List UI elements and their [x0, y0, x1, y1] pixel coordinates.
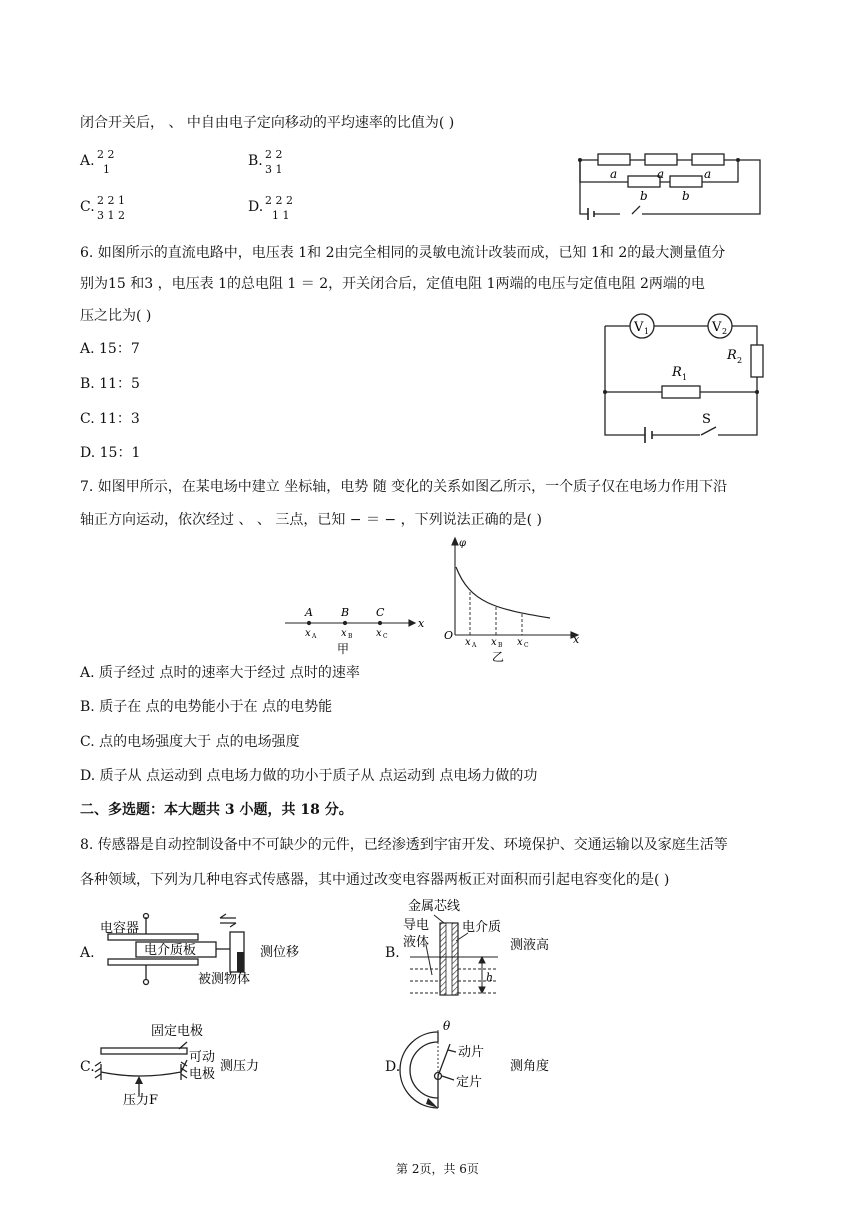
q7-option-a: A. 质子经过 点时的速率大于经过 点时的速率: [80, 665, 360, 681]
q6-circuit-figure: [600, 313, 770, 438]
q6-stem-line2: 别为15 和3 ，电压表 1的总电阻 1 ＝ 2，开关闭合后，定值电阻 1两端的电压与定值电阻 2两端的电: [80, 276, 705, 292]
q7-fig2-xb: x: [491, 637, 497, 648]
q7-fig1-label-c: C: [376, 606, 385, 619]
q8-d-fixed-plate-label: 定片: [456, 1075, 483, 1090]
q5-option-b-denominator: 3 1: [265, 163, 283, 176]
q5-option-d-denominator: 1 1: [272, 209, 290, 222]
q8-a-dielectric-label: 电介质板: [144, 943, 197, 958]
q6-option-b: B. 11：5: [80, 376, 140, 392]
q5-option-b-numerator: 2 2: [265, 148, 283, 161]
q8-c-force-label: 压力F: [123, 1093, 159, 1108]
q8-c-movable-label-2: 电极: [189, 1067, 216, 1082]
q7-fig1-caption: 甲: [337, 642, 350, 656]
q6-stem-line3: 压之比为( ): [80, 308, 152, 324]
q7-fig2-xa-sub: A: [472, 642, 477, 649]
q7-fig1-xc-sub: C: [383, 633, 388, 640]
q8-option-b-figure: [398, 893, 578, 998]
q7-fig2-origin: O: [444, 629, 454, 642]
q7-fig2-xc: x: [517, 637, 523, 648]
q8-d-measure-label: 测角度: [510, 1059, 550, 1074]
q7-figure-jia: [285, 603, 425, 656]
q8-b-dielectric-label: 电介质: [462, 920, 502, 935]
q7-fig1-xc: x: [376, 628, 382, 639]
q6-fig-v1: V: [634, 320, 644, 335]
q7-option-d: D. 质子从 点运动到 点电场力做的功小于质子从 点运动到 点电场力做的功: [80, 768, 538, 784]
q7-fig2-x-axis-label: x: [573, 633, 580, 646]
page-footer: 第 2页，共 6页: [396, 1162, 479, 1176]
q5-option-b-label: B.: [248, 153, 263, 169]
q8-stem-line1: 8. 传感器是自动控制设备中不可缺少的元件，已经渗透到宇宙开发、环境保护、交通运输以及家庭生活等: [80, 837, 728, 853]
q5-stem: 闭合开关后， 、 中自由电子定向移动的平均速率的比值为( ): [80, 115, 455, 131]
q7-stem-line2: 轴正方向运动，依次经过 、 、 三点，已知 − ＝ − ，下列说法正确的是( ): [80, 512, 542, 528]
q7-figure-yi: [440, 535, 590, 663]
q8-option-b-label: B.: [385, 945, 400, 961]
q5-fig-label-a1: a: [610, 167, 618, 181]
q8-d-theta-label: θ: [443, 1019, 451, 1033]
q8-c-fixed-electrode-label: 固定电极: [151, 1024, 204, 1039]
q6-option-d: D. 15：1: [80, 445, 141, 461]
q6-fig-v1-sub: 1: [644, 327, 650, 336]
q5-option-c-label: C.: [80, 199, 95, 215]
q7-stem-line1: 7. 如图甲所示，在某电场中建立 坐标轴，电势 随 变化的关系如图乙所示，一个质子仅在电场力作用下沿: [80, 479, 728, 495]
q8-a-capacitor-label: 电容器: [100, 921, 140, 936]
q5-option-d-numerator: 2 2 2: [265, 194, 293, 207]
q7-fig1-label-a: A: [305, 606, 313, 619]
q8-a-object-label: 被测物体: [198, 972, 251, 987]
q8-option-a-label: A.: [80, 945, 95, 961]
q8-option-a-figure: [96, 912, 316, 992]
q8-option-c-figure: [95, 1018, 295, 1108]
q6-fig-v2: V: [712, 320, 722, 335]
q8-option-d-label: D.: [385, 1059, 401, 1075]
q8-c-movable-label-1: 可动: [189, 1050, 216, 1065]
q8-b-liquid-label-1: 导电: [403, 918, 430, 933]
q5-option-a-numerator: 2 2: [97, 148, 115, 161]
q6-fig-r2: R: [727, 348, 737, 363]
q7-fig2-xc-sub: C: [524, 642, 529, 649]
q7-fig2-caption: 乙: [492, 650, 505, 664]
q6-stem-line1: 6. 如图所示的直流电路中，电压表 1和 2由完全相同的灵敏电流计改装而成，已知 1和 2的最大测量值分: [80, 245, 726, 261]
q6-fig-r2-sub: 2: [737, 356, 743, 365]
q7-fig2-phi-label: φ: [459, 538, 467, 549]
q6-option-c: C. 11：3: [80, 411, 140, 427]
q5-fig-label-b2: b: [682, 189, 690, 203]
q7-fig1-xb: x: [341, 628, 347, 639]
q6-fig-switch: S: [702, 412, 711, 427]
q5-option-a-denominator: 1: [103, 163, 110, 176]
q5-circuit-figure: [570, 132, 770, 222]
q6-fig-r1: R: [672, 365, 682, 380]
q5-fig-label-b1: b: [640, 189, 648, 203]
q8-b-core-label: 金属芯线: [408, 899, 461, 914]
q8-stem-line2: 各种领域，下列为几种电容式传感器，其中通过改变电容器两板正对面积而引起电容变化的是( ): [80, 872, 670, 888]
q7-option-b: B. 质子在 点的电势能小于在 点的电势能: [80, 699, 333, 715]
q5-option-a-label: A.: [80, 153, 95, 169]
q8-b-liquid-label-2: 液体: [403, 935, 430, 950]
q5-option-d-label: D.: [248, 199, 264, 215]
q8-c-measure-label: 测压力: [220, 1059, 260, 1074]
q7-fig1-xa-sub: A: [312, 633, 317, 640]
q6-option-a: A. 15：7: [80, 341, 140, 357]
q8-d-moving-plate-label: 动片: [458, 1045, 485, 1060]
q5-option-c-denominator: 3 1 2: [97, 209, 125, 222]
section-2-heading: 二、多选题：本大题共 3 小题，共 18 分。: [80, 802, 353, 818]
q8-b-measure-label: 测液高: [510, 938, 550, 953]
q8-option-c-label: C.: [80, 1059, 95, 1075]
q7-fig1-xa: x: [305, 628, 311, 639]
q6-fig-r1-sub: 1: [682, 373, 688, 382]
q7-fig2-xa: x: [465, 637, 471, 648]
q5-fig-label-a2: a: [657, 167, 665, 181]
q5-fig-label-a3: a: [704, 167, 712, 181]
q8-a-measure-label: 测位移: [260, 945, 300, 960]
q7-fig1-label-b: B: [341, 606, 350, 619]
q6-fig-v2-sub: 2: [722, 327, 728, 336]
q5-option-c-numerator: 2 2 1: [97, 194, 125, 207]
q7-fig1-xb-sub: B: [348, 633, 353, 640]
q8-option-d-figure: [398, 1018, 578, 1118]
q8-b-h-label: h: [486, 971, 494, 984]
q7-fig1-x-axis-label: x: [418, 617, 425, 630]
q7-fig2-xb-sub: B: [498, 642, 503, 649]
q7-option-c: C. 点的电场强度大于 点的电场强度: [80, 734, 300, 750]
